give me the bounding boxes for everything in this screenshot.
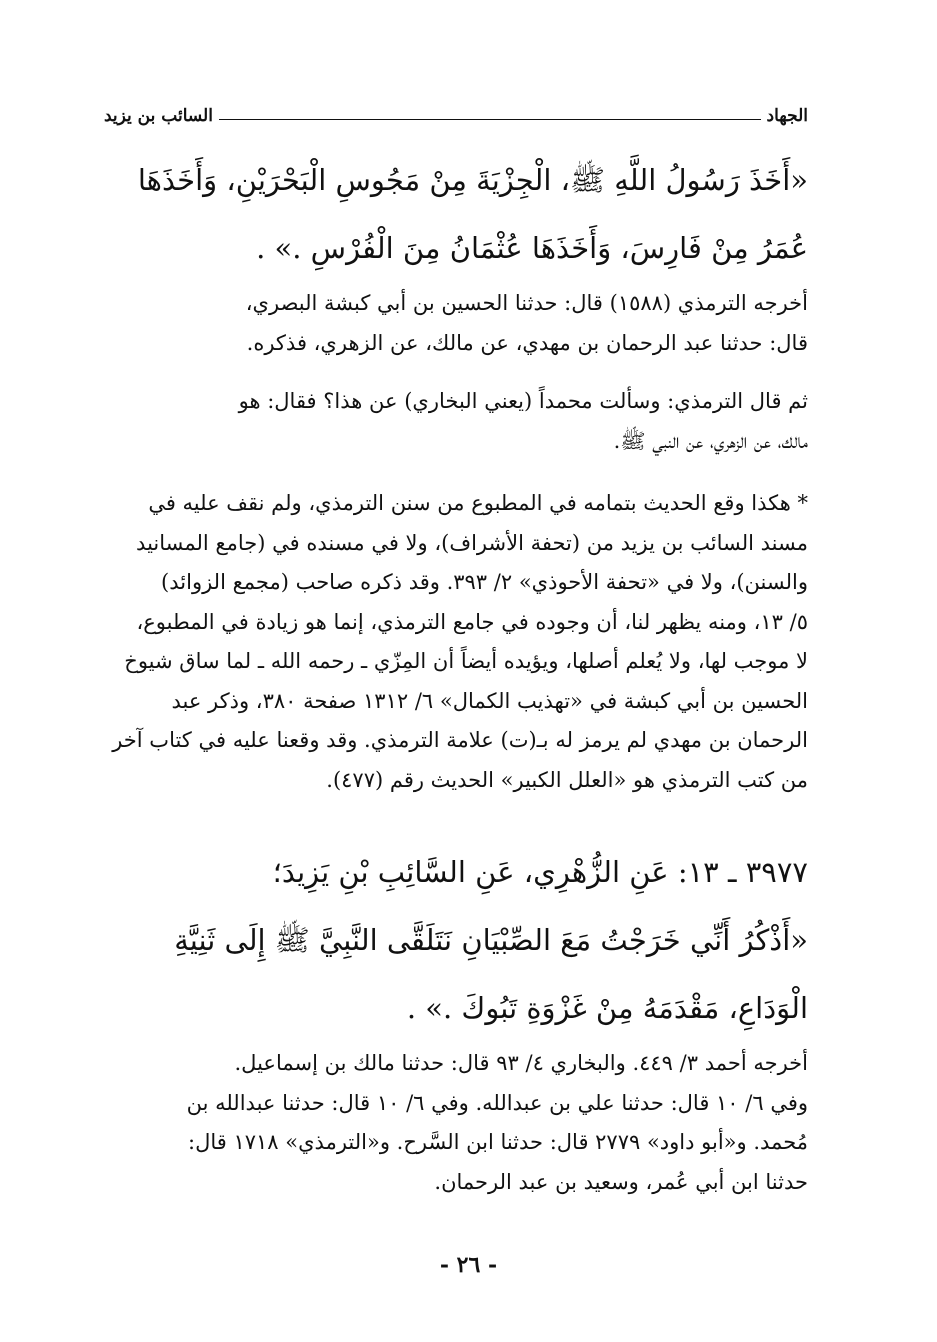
note-line: وفي ٦/ ١٠ قال: حدثنا علي بن عبدالله. وفي ٦/ ١٠ قال: حدثنا عبدالله بن [186,1090,808,1115]
running-header [104,102,808,130]
note-line: والسنن)، ولا في «تحفة الأحوذي» ٢/ ٣٩٣. وقد ذكره صاحب (مجمع الزوائد) [161,570,808,594]
note-line: من كتب الترمذي هو «العلل الكبير» الحديث رقم (٤٧٧). [326,767,808,792]
note-line: أخرجه الترمذي (١٥٨٨) قال: حدثنا الحسين بن أبي كبشة البصري، [245,291,808,315]
note-line: مالك، عن الزهري، عن النبي ﷺ. [613,428,808,453]
hadith-line: الْوَدَاعِ، مَقْدَمَهُ مِنْ غَزْوَةِ تَبُوكَ .» . [406,991,808,1025]
note-line: قال: حدثنا عبد الرحمان بن مهدي، عن مالك، عن الزهري، فذكره. [246,330,808,355]
editor-comment [104,484,808,800]
hadith-text-1 [104,146,808,282]
note-line: * هكذا وقع الحديث بتمامه في المطبوع من سنن الترمذي، ولم نقف عليه في [148,491,808,515]
note-line: مسند السائب بن يزيد من (تحفة الأشراف)، ولا في مسنده في (جامع المسانيد [136,530,808,555]
note-line: ثم قال الترمذي: وسألت محمداً (يعني البخاري) عن هذا؟ فقال: هو [238,389,808,413]
note-line: الحسين بن أبي كبشة في «تهذيب الكمال» ٦/ ١٣١٢ صفحة ٣٨٠، وذكر عبد [171,688,808,713]
hadith-heading-3977 [104,842,808,902]
hadith-line: عُمَرُ مِنْ فَارِسَ، وَأَخَذَهَا عُثْمَانُ مِنَ الْفُرْسِ .» . [256,231,808,265]
header-section: السائب بن يزيد [104,106,213,126]
takhrij-note-2 [104,382,808,461]
note-line: حدثنا ابن أبي عُمر، وسعيد بن عبد الرحمان. [434,1169,808,1194]
hadith-line: «أَذْكُرُ أَنِّي خَرَجْتُ مَعَ الصِّبْيَانِ نَتَلَقَّى النَّبِيَّ ﷺ إِلَى ثَنِيَّةِ [174,923,808,957]
hadith-line: «أَخَذَ رَسُولُ اللَّهِ ﷺ، الْجِزْيَةَ مِنْ مَجُوسِ الْبَحْرَيْنِ، وَأَخَذَهَا [137,163,808,197]
header-chapter: الجهاد [766,106,808,126]
takhrij-note-3 [104,1044,808,1202]
hadith-text-2 [104,906,808,1042]
page-number: - ٢٦ - [439,1252,498,1278]
note-line: ٥/ ١٣، ومنه يظهر لنا، أن وجوده في جامع الترمذي، إنما هو زيادة في المطبوع، [136,609,808,634]
hadith-heading-text: ٣٩٧٧ ـ ١٣: عَنِ الزُّهْرِي، عَنِ السَّائِبِ بْنِ يَزِيدَ؛ [272,855,808,889]
takhrij-note-1 [104,284,808,363]
header-rule [219,119,761,120]
note-line: الرحمان بن مهدي لم يرمز له بـ(ت) علامة الترمذي. وقد وقعنا عليه في كتاب آخر [112,728,808,752]
note-line: لا موجب لها، ولا يُعلم أصلها، ويؤيده أيضاً أن المِزّي ـ رحمه الله ـ لما ساق شيوخ [124,649,808,673]
note-line: أخرجه أحمد ٣/ ٤٤٩. والبخاري ٤/ ٩٣ قال: حدثنا مالك بن إسماعيل. [234,1051,808,1075]
note-line: مُحمد. و«أبو داود» ٢٧٧٩ قال: حدثنا ابن السَّرح. و«الترمذي» ١٧١٨ قال: [188,1130,808,1154]
